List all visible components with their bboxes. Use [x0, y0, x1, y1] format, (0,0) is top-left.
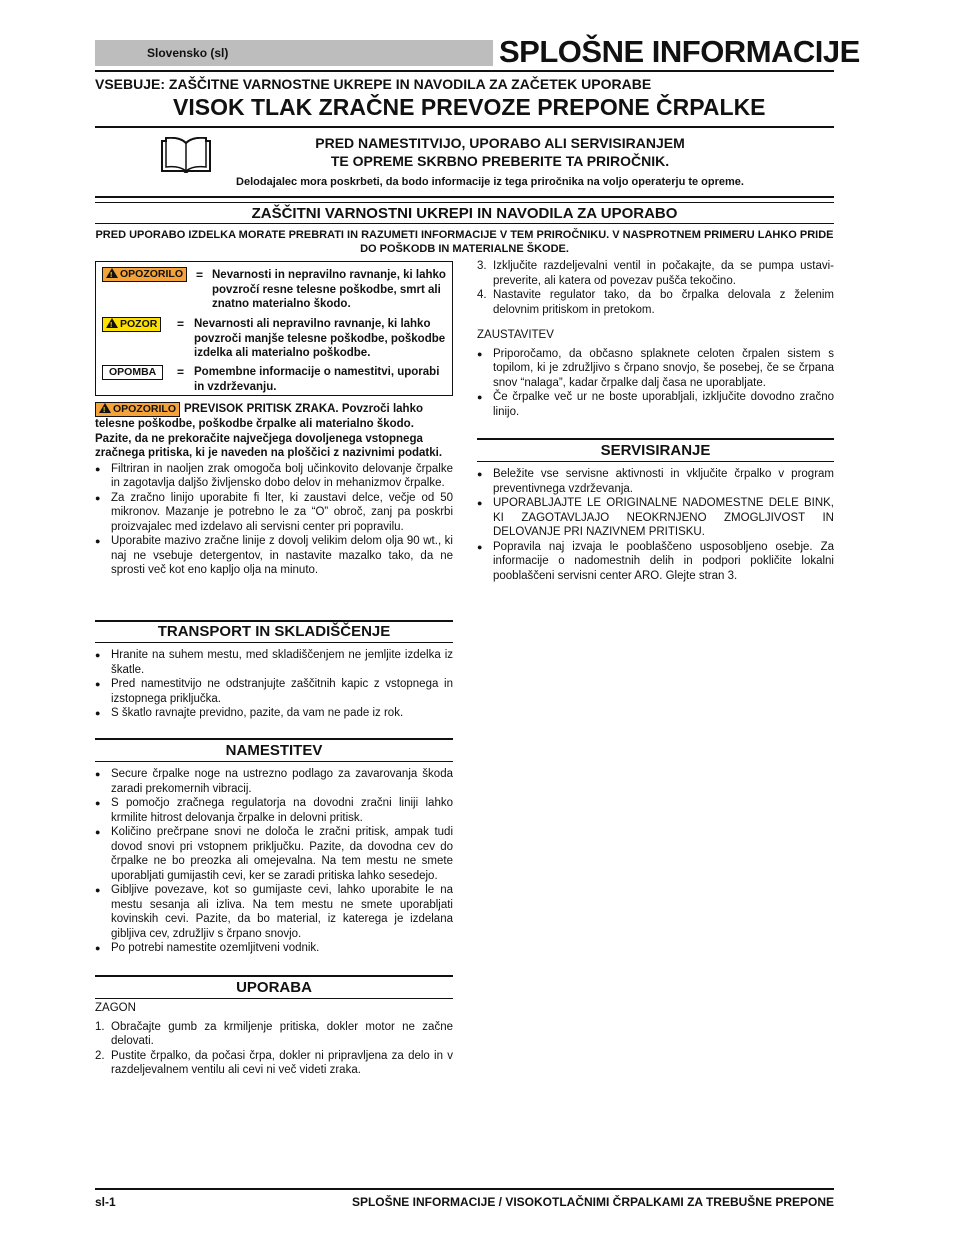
install-list	[95, 767, 453, 956]
operation-heading: UPORABA	[236, 979, 312, 996]
notice-line-1: PRED NAMESTITVIJO, UPORABO ALI SERVISIRANJEM	[315, 135, 685, 151]
language-bar	[95, 40, 493, 66]
legend-equals: =	[196, 268, 204, 282]
language-label: Slovensko (sl)	[147, 46, 229, 60]
transport-section	[95, 648, 453, 721]
transport-top-rule	[95, 620, 453, 622]
transport-list	[95, 648, 453, 721]
employer-note: Delodajalec mora poskrbeti, da bodo informacije iz tega priročnika na voljo operaterju te opreme.	[236, 176, 744, 188]
list-item: 1. Obračajte gumb za krmiljenje pritiska, dokler motor ne začne delovati.	[95, 1020, 453, 1047]
caution-tag: !POZOR	[102, 317, 161, 332]
install-bottom-rule	[95, 761, 453, 762]
list-item: ● Filtriran in naoljen zrak omogoča bolj učinkovito delovanje črpalke in zagotavlja daljšo življensko dobo delov in mehanizmov črpalke.	[95, 462, 453, 491]
list-item: ● Gibljive povezave, kot so gumijaste cevi, lahko uporabite le na mestu sesanja ali izliva. Na tem mestu ne smete uporabljati kovinskih cevi. Pazite, da bo material, iz katerega je izdelana gibljiva cev, združljiv s črpano snovjo.	[95, 883, 453, 941]
legend-note-text: Pomembne informacije o namestitvi, uporabi in vzdrževanju.	[194, 366, 440, 393]
install-heading: NAMESTITEV	[225, 742, 323, 759]
start-label: ZAGON	[95, 1002, 136, 1014]
air-supply-list	[95, 462, 453, 578]
safety-bottom-rule	[95, 223, 834, 224]
list-item: ● Če črpalke več ur ne boste uporabljali, izključite dovodno zračno linijo.	[477, 390, 834, 419]
list-item: ● Pred namestitvijo ne odstranjujte zaščitnih kapic z vstopnega in izstopnega priključka.	[95, 677, 453, 706]
operation-top-rule	[95, 975, 453, 977]
warning-triangle-icon	[99, 403, 111, 413]
footer-rule	[95, 1188, 834, 1190]
install-top-rule	[95, 738, 453, 740]
caution-triangle-icon	[106, 318, 118, 328]
warning-triangle-icon	[106, 268, 118, 278]
legend-equals: =	[177, 365, 185, 379]
legend-warning-text: Nevarnosti in nepravilno ravnanje, ki lahko povzročí resne telesne poškodbe, smrt ali znatno materialno škodo.	[212, 269, 446, 310]
install-section	[95, 767, 453, 956]
safety-top-rule	[95, 202, 834, 203]
warning-tag: !OPOZORILO	[102, 267, 187, 282]
contents-line: VSEBUJE: ZAŠČITNE VARNOSTNE UKREPE IN NAVODILA ZA ZAČETEK UPORABE	[95, 76, 652, 92]
list-item: ● Popravila naj izvaja le pooblaščeno usposobljeno osebje. Za informacije o nadomestnih delih in podpori pokličite lokalni pooblaščeni servisni center ARO. Glejte stran 3.	[477, 540, 834, 584]
notice-rule	[95, 196, 834, 198]
list-item: 4. Nastavite regulator tako, da bo črpalka delovala z želenim delovnim pritiskom in pretokom.	[477, 289, 834, 316]
service-heading: SERVISIRANJE	[600, 442, 711, 459]
list-item: ● Količino prečrpane snovi ne določa le zračni pritisk, ampak tudi dovod snovi pri vstopnem priključku. Pazite, da dovodna cev do črpalke ne bo preozka ali omejevalna. Na tem mestu ne smete uporabljati gumijastih cevi, ker se zaradi pritiska lahko sesedejo.	[95, 825, 453, 883]
pressure-warning-tag: !OPOZORILO	[95, 402, 180, 417]
list-item: ● Secure črpalke noge na ustrezno podlago za zavarovanja škoda zaradi prekomernih vibracij.	[95, 767, 453, 796]
read-manual-notice	[220, 134, 780, 170]
hazard-legend	[95, 261, 453, 396]
safety-heading: ZAŠČITNI VARNOSTNI UKREPI IN NAVODILA ZA UPORABO	[251, 205, 678, 222]
list-item: ● Po potrebi namestite ozemljitveni vodnik.	[95, 941, 453, 956]
subtitle-rule	[95, 126, 834, 128]
operation-start	[95, 1001, 453, 1078]
stop-list	[477, 347, 834, 420]
list-item: ● Hranite na suhem mestu, med skladiščenjem ne jemljite izdelka iz škatle.	[95, 648, 453, 677]
note-tag: OPOMBA	[102, 365, 163, 380]
legend-equals: =	[177, 317, 185, 331]
list-item: ● Priporočamo, da občasno splaknete celoten črpalen sistem s topilom, ki je združljivo s črpano snovjo, še posebej, če se črpana snov “nalaga”, kadar črpalke dalj časa ne uporabljate.	[477, 347, 834, 391]
header-rule	[95, 70, 834, 72]
list-item: 2. Pustite črpalko, da počasi črpa, dokler ni pripravljena za delo in v razdeljevalnem ventilu ali cevi ni več videti zraka.	[95, 1049, 453, 1076]
pressure-warning-text: PREVISOK PRITISK ZRAKA. Povzroči lahko telesne poškodbe, poškodbe črpalke ali materialno škodo. Pazite, da ne prekoračite največjega dovoljenega vstopnega zračnega pritiska, ki je naveden na ploščici z nazivnimi podatki.	[95, 403, 443, 459]
list-item: 3. Izključite razdeljevalni ventil in počakajte, da se pumpa ustavi- preverite, ali katera od povezav pušča tekočino.	[477, 260, 834, 287]
footer-title: SPLOŠNE INFORMACIJE / VISOKOTLAČNIMI ČRPALKAMI ZA TREBUŠNE PREPONE	[351, 1195, 834, 1209]
page-title: SPLOŠNE INFORMACIJE	[499, 34, 860, 69]
transport-bottom-rule	[95, 642, 453, 643]
operation-bottom-rule	[95, 998, 453, 999]
service-section	[477, 467, 834, 583]
list-item: ● UPORABLJAJTE LE ORIGINALNE NADOMESTNE DELE BINK, KI ZAGOTAVLJAJO NEOKRNJENO ZMOGLJIVOST IN DELOVANJE PRI NAZIVNEM PRITISKU.	[477, 496, 834, 540]
page-number: sl-1	[95, 1195, 116, 1209]
transport-heading: TRANSPORT IN SKLADIŠČENJE	[157, 623, 391, 640]
service-top-rule	[477, 438, 834, 440]
list-item: ● Beležite vse servisne aktivnosti in vključite črpalko v program preventivnega vzdrževanja.	[477, 467, 834, 496]
service-bottom-rule	[477, 461, 834, 462]
notice-line-2: TE OPREME SKRBNO PREBERITE TA PRIROČNIK.	[330, 153, 670, 169]
list-item: ● S pomočjo zračnega regulatorja na dovodni zračni liniji lahko krmilite hitrost delovanja črpalke in delovni pritisk.	[95, 796, 453, 825]
service-list	[477, 467, 834, 583]
list-item: ● Uporabite mazivo zračne linije z dovolj velikim delom olja 90 wt., ki naj ne vsebuje detergentov, in nastavite mazalko tako, da ne sprosti več kot eno kapljo olja na minuto.	[95, 534, 453, 578]
page-subtitle: VISOK TLAK ZRAČNE PREVOZE PREPONE ČRPALKE	[173, 94, 766, 120]
list-item: ● S škatlo ravnajte previdno, pazite, da vam ne pade iz rok.	[95, 706, 453, 721]
legend-caution-text: Nevarnosti ali nepravilno ravnanje, ki lahko povzroči manjše telesne poškodbe, poškodbe izdelka ali materialno poškodbe.	[194, 318, 446, 359]
safety-intro: PRED UPORABO IZDELKA MORATE PREBRATI IN RAZUMETI INFORMACIJE V TEM PRIROČNIKU. V NASPROTNEM PRIMERU LAHKO PRIDE DO POŠKODB IN MATERIALNE ŠKODE.	[95, 229, 834, 255]
operation-continued	[477, 259, 834, 419]
pressure-warning	[95, 402, 453, 461]
start-steps-continued	[477, 259, 834, 317]
start-steps	[95, 1020, 453, 1078]
stop-label: ZAUSTAVITEV	[477, 329, 554, 341]
manual-book-icon	[160, 137, 212, 173]
list-item: ● Za zračno linijo uporabite fi lter, ki zaustavi delce, večje od 50 mikronov. Mazanje je potrebno le za “O” obroč, zanj pa poskrbi proizvajalec med izdelavo ali servisni center pri popravilu.	[95, 491, 453, 535]
left-column	[95, 402, 453, 578]
